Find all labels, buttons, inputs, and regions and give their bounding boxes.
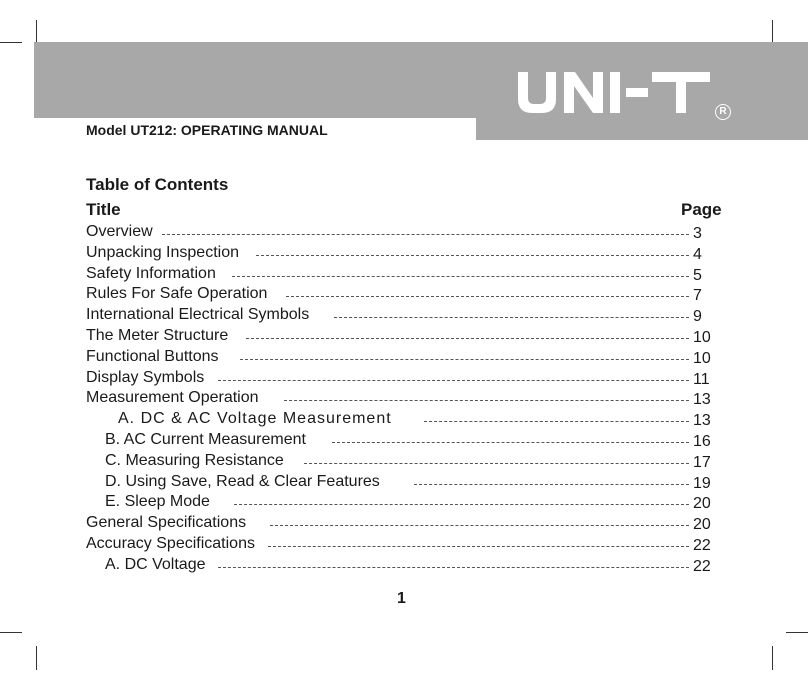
dotted-leader	[270, 525, 689, 526]
toc-entry-page: 16	[693, 432, 711, 450]
toc-entry[interactable]	[86, 326, 726, 347]
dotted-leader	[232, 276, 689, 277]
toc-entry-page: 20	[693, 495, 711, 513]
dotted-leader	[218, 380, 689, 381]
toc-entry-label: Unpacking Inspection	[86, 243, 239, 261]
crop-mark	[772, 20, 773, 44]
toc-entry-label: B. AC Current Measurement	[105, 430, 306, 448]
dotted-leader	[234, 504, 689, 505]
dotted-leader	[284, 400, 689, 401]
crop-mark	[0, 632, 22, 633]
toc-entry-page: 20	[693, 516, 711, 534]
header-tab	[476, 118, 808, 140]
toc-entry-label: General Specifications	[86, 514, 247, 532]
toc-entry[interactable]	[86, 534, 726, 555]
crop-mark	[0, 42, 22, 43]
toc-entry-page: 13	[693, 412, 711, 430]
page-column-heading: Page	[681, 200, 722, 219]
dotted-leader	[332, 442, 689, 443]
dotted-leader	[268, 546, 689, 547]
toc-entry-page: 9	[693, 308, 702, 326]
toc-entry[interactable]	[86, 492, 726, 513]
dotted-leader	[246, 338, 689, 339]
toc-entry-label: Overview	[86, 223, 153, 240]
dotted-leader	[218, 567, 689, 568]
toc-entry-page: 5	[693, 266, 702, 284]
toc-entry[interactable]	[86, 347, 726, 368]
toc-entry-label: Rules For Safe Operation	[86, 285, 268, 303]
toc-entry[interactable]	[86, 388, 726, 409]
title-column-heading: Title	[86, 200, 121, 219]
toc-entry-label: International Electrical Symbols	[86, 306, 310, 324]
toc-entry-page: 11	[693, 370, 710, 388]
toc-entry-label: Functional Buttons	[86, 347, 219, 365]
dotted-leader	[256, 255, 689, 256]
toc-entry-page: 7	[693, 287, 702, 305]
toc-entry-label: Display Symbols	[86, 368, 205, 386]
toc-entry[interactable]	[86, 284, 726, 305]
dotted-leader	[304, 463, 689, 464]
toc-entry[interactable]	[86, 430, 726, 451]
toc-entry-label: A. DC Voltage	[105, 555, 206, 573]
toc-entry[interactable]	[86, 472, 726, 493]
toc-entry[interactable]	[86, 305, 726, 326]
toc-entry[interactable]	[86, 243, 726, 264]
toc-entry[interactable]	[86, 451, 726, 472]
toc-entry-label: Safety Information	[86, 264, 216, 282]
toc-entry-label: Measurement Operation	[86, 389, 259, 407]
toc-entry-page: 17	[693, 453, 711, 471]
crop-mark	[786, 632, 808, 633]
toc-entry-page: 10	[693, 328, 711, 346]
toc-entry-page: 3	[693, 225, 702, 242]
toc-entry-page: 19	[693, 474, 711, 492]
toc-list	[86, 222, 726, 576]
toc-entry-label: D. Using Save, Read & Clear Features	[105, 472, 380, 490]
uni-t-logo	[516, 70, 716, 114]
toc-entry-label: C. Measuring Resistance	[105, 451, 284, 469]
dotted-leader	[162, 234, 689, 235]
toc-entry[interactable]	[86, 409, 726, 430]
toc-entry-page: 4	[693, 245, 702, 263]
toc-entry[interactable]	[86, 368, 726, 389]
toc-heading: Table of Contents	[86, 175, 229, 194]
toc-entry-label: E. Sleep Mode	[105, 493, 210, 511]
toc-entry-page: 22	[693, 536, 711, 554]
model-line: Model UT212: OPERATING MANUAL	[86, 122, 328, 138]
toc-entry-page: 22	[693, 557, 711, 575]
crop-mark	[36, 20, 37, 44]
dotted-leader	[414, 484, 689, 485]
dotted-leader	[286, 296, 689, 297]
toc-entry-label: Accuracy Specifications	[86, 534, 255, 552]
dotted-leader	[240, 359, 689, 360]
registered-mark-icon: R	[715, 104, 731, 120]
toc-entry-page: 13	[693, 391, 711, 409]
toc-entry[interactable]	[86, 264, 726, 285]
toc-entry-label: A. DC & AC Voltage Measurement	[118, 410, 392, 428]
crop-mark	[36, 646, 37, 670]
page-number: 1	[397, 590, 406, 607]
toc-entry-label: The Meter Structure	[86, 326, 229, 344]
toc-entry-page: 10	[693, 349, 711, 367]
toc-entry[interactable]	[86, 513, 726, 534]
dotted-leader	[424, 421, 689, 422]
toc-entry[interactable]	[86, 222, 726, 243]
dotted-leader	[334, 317, 689, 318]
toc-entry[interactable]	[86, 555, 726, 576]
crop-mark	[772, 646, 773, 670]
